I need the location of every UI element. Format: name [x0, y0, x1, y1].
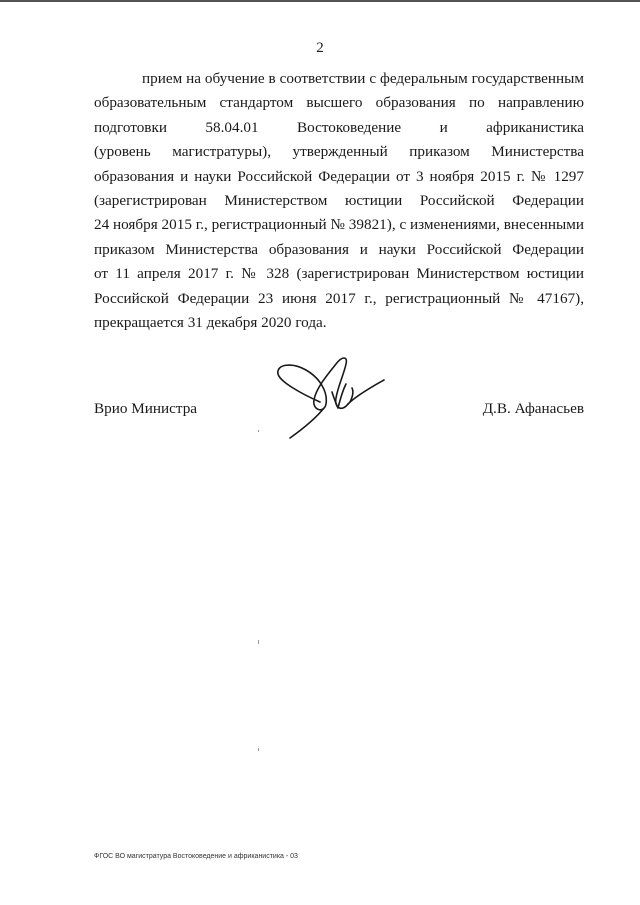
body-line: от 11 апреля 2017 г. № 328 (зарегистрирован Министерством юстиции: [94, 265, 584, 283]
document-footer: ФГОС ВО магистратура Востоковедение и африканистика - 03: [94, 853, 298, 860]
body-line: прекращается 31 декабря 2020 года.: [94, 314, 327, 332]
handwritten-signature: [262, 352, 392, 447]
body-line: образовательным стандартом высшего образования по направлению: [94, 94, 584, 112]
scan-speck: [258, 748, 259, 751]
page-number: 2: [316, 40, 324, 56]
body-line: 24 ноября 2015 г., регистрационный № 39821), с изменениями, внесенными: [94, 216, 584, 234]
body-line: подготовки 58.04.01 Востоковедение и африканистика: [94, 118, 584, 136]
body-line: (зарегистрирован Министерством юстиции Российской Федерации: [94, 192, 584, 210]
body-paragraph: [94, 67, 584, 335]
page-top-edge: [0, 0, 640, 2]
signer-name: Д.В. Афанасьев: [482, 400, 584, 417]
body-line: прием на обучение в соответствии с федеральным государственным: [142, 70, 584, 87]
scan-speck: [258, 640, 259, 644]
signer-position: Врио Министра: [94, 400, 198, 417]
body-line: приказом Министерства образования и науки Российской Федерации: [94, 240, 584, 258]
body-line: образования и науки Российской Федерации от 3 ноября 2015 г. № 1297: [94, 167, 584, 185]
scan-speck: [258, 430, 259, 432]
body-line: Российской Федерации 23 июня 2017 г., регистрационный № 47167),: [94, 289, 584, 307]
body-line: (уровень магистратуры), утвержденный приказом Министерства: [94, 143, 584, 161]
